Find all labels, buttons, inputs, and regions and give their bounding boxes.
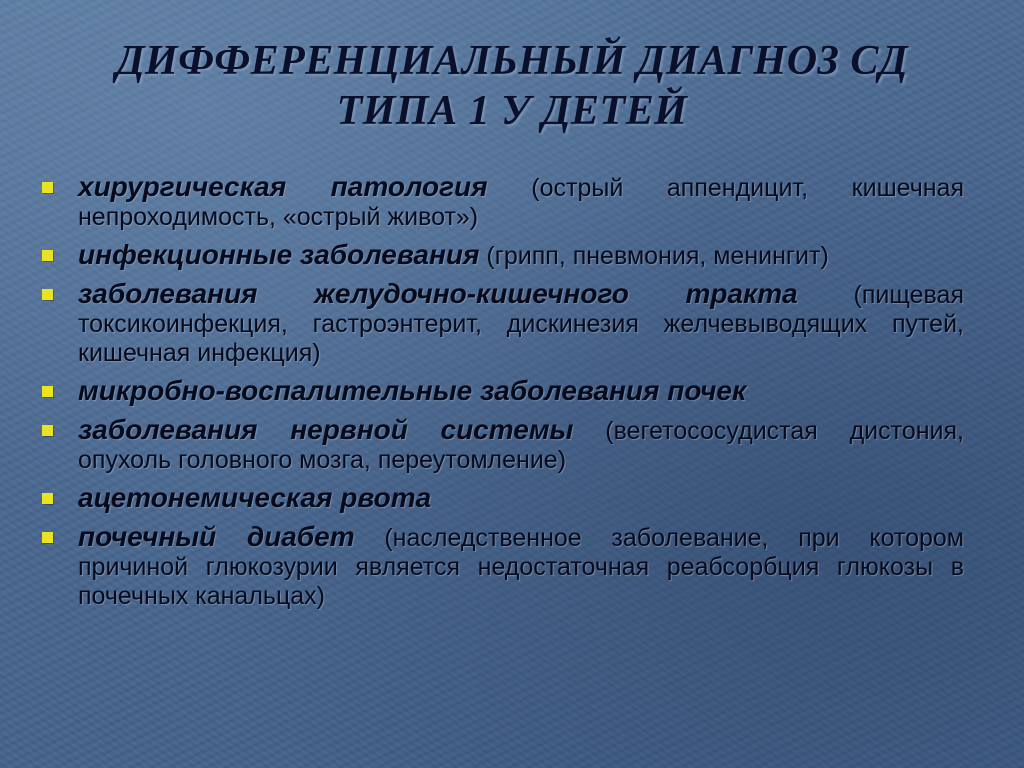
item-term: заболевания нервной системы xyxy=(78,414,574,445)
list-item xyxy=(40,483,964,514)
item-term: микробно-воспалительные заболевания почек xyxy=(78,375,747,406)
item-term: заболевания желудочно-кишечного тракта xyxy=(78,278,798,309)
item-description: (острый аппендицит, кишечная непроходимость, «острый живот») xyxy=(78,174,964,231)
list-item xyxy=(40,376,964,407)
item-term: почечный диабет xyxy=(78,521,355,552)
bullet-icon xyxy=(42,532,53,543)
list-item xyxy=(40,279,964,368)
slide-title-line-2: ТИПА 1 У ДЕТЕЙ xyxy=(336,88,688,134)
list-item xyxy=(40,415,964,475)
slide-title xyxy=(40,36,984,136)
item-term: ацетонемическая рвота xyxy=(78,482,432,513)
item-description: (наследственное заболевание, при котором причиной глюкозурии является недостаточная реабсорбция глюкозы в почечных канальцах) xyxy=(78,524,964,610)
bullet-icon xyxy=(42,425,53,436)
bullet-icon xyxy=(42,386,53,397)
bullet-icon xyxy=(42,182,53,193)
bullet-list xyxy=(40,172,964,619)
list-item xyxy=(40,522,964,611)
list-item xyxy=(40,172,964,232)
bullet-icon xyxy=(42,493,53,504)
item-description: (грипп, пневмония, менингит) xyxy=(479,242,829,270)
bullet-icon xyxy=(42,250,53,261)
item-term: инфекционные заболевания xyxy=(78,239,480,270)
item-description: (пищевая токсикоинфекция, гастроэнтерит, дискинезия желчевыводящих путей, кишечная инфекция) xyxy=(78,281,964,367)
list-item xyxy=(40,240,964,271)
item-term: хирургическая патология xyxy=(78,171,488,202)
slide-title-line-1: ДИФФЕРЕНЦИАЛЬНЫЙ ДИАГНОЗ СД xyxy=(115,38,909,84)
bullet-icon xyxy=(42,289,53,300)
item-description: (вегетососудистая дистония, опухоль головного мозга, переутомление) xyxy=(78,417,964,474)
